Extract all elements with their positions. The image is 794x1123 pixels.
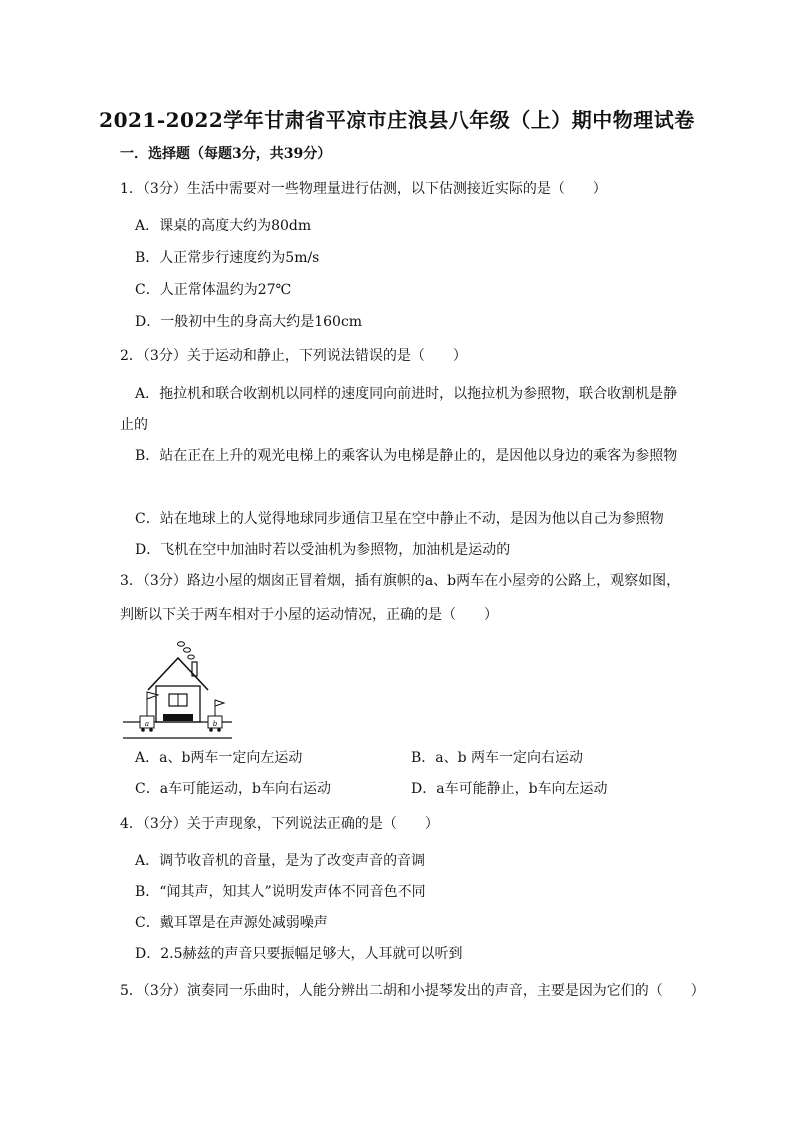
- question-4-stem: 4．（3分）关于声现象，下列说法正确的是（ ）: [120, 816, 439, 832]
- question-1-option-b: B．人正常步行速度约为5m/s: [135, 250, 320, 266]
- smoke-puff: [184, 648, 191, 652]
- question-3-option-b: B．a、b 两车一定向右运动: [411, 750, 584, 766]
- house-and-cars-figure: [120, 636, 235, 741]
- question-2-option-c: C．站在地球上的人觉得地球同步通信卫星在空中静止不动，是因为他以自己为参照物: [135, 511, 664, 527]
- question-3-stem-line-2: 判断以下关于两车相对于小屋的运动情况，正确的是（ ）: [120, 607, 498, 623]
- question-2-stem: 2．（3分）关于运动和静止，下列说法错误的是（ ）: [120, 348, 467, 364]
- question-4-option-c: C．戴耳罩是在声源处减弱噪声: [135, 915, 328, 931]
- house-roof: [148, 658, 208, 690]
- page-title: 2021-2022学年甘肃省平凉市庄浪县八年级（上）期中物理试卷: [99, 108, 695, 132]
- car-b-label: b: [212, 720, 218, 728]
- question-1-stem: 1．（3分）生活中需要对一些物理量进行估测，以下估测接近实际的是（ ）: [120, 181, 607, 197]
- question-1-option-a: A．课桌的高度大约为80dm: [135, 218, 312, 234]
- question-3-option-a: A．a、b两车一定向左运动: [135, 750, 303, 766]
- question-3-option-c: C．a车可能运动，b车向右运动: [135, 781, 332, 797]
- smoke-puff: [178, 642, 185, 646]
- question-2-option-d: D．飞机在空中加油时若以受油机为参照物，加油机是运动的: [135, 542, 511, 558]
- house-base: [163, 714, 193, 721]
- question-2-option-b: B．站在正在上升的观光电梯上的乘客认为电梯是静止的，是因他以身边的乘客为参照物: [135, 448, 678, 464]
- question-1-option-c: C．人正常体温约为27℃: [135, 282, 292, 298]
- car-a-label: a: [144, 720, 150, 728]
- question-2-option-a-continued: 止的: [120, 417, 148, 433]
- question-3-stem-line-1: 3．（3分）路边小屋的烟囱正冒着烟，插有旗帜的a、b两车在小屋旁的公路上，观察如图，: [120, 573, 681, 589]
- question-3-option-d: D．a车可能静止，b车向左运动: [411, 781, 608, 797]
- car-a: [140, 692, 158, 732]
- section-heading: 一．选择题（每题3分，共39分）: [120, 146, 332, 162]
- smoke-puff: [188, 655, 194, 659]
- question-5-stem: 5．（3分）演奏同一乐曲时，人能分辨出二胡和小提琴发出的声音，主要是因为它们的（ ）: [120, 983, 705, 999]
- question-2-option-a: A．拖拉机和联合收割机以同样的速度同向前进时，以拖拉机为参照物，联合收割机是静: [135, 386, 678, 402]
- question-4-option-a: A．调节收音机的音量，是为了改变声音的音调: [135, 853, 426, 869]
- car-b: [208, 700, 224, 732]
- question-1-option-d: D．一般初中生的身高大约是160cm: [135, 314, 363, 330]
- question-4-option-b: B．“闻其声，知其人”说明发声体不同音色不同: [135, 884, 426, 900]
- question-4-option-d: D．2.5赫兹的声音只要振幅足够大，人耳就可以听到: [135, 946, 463, 962]
